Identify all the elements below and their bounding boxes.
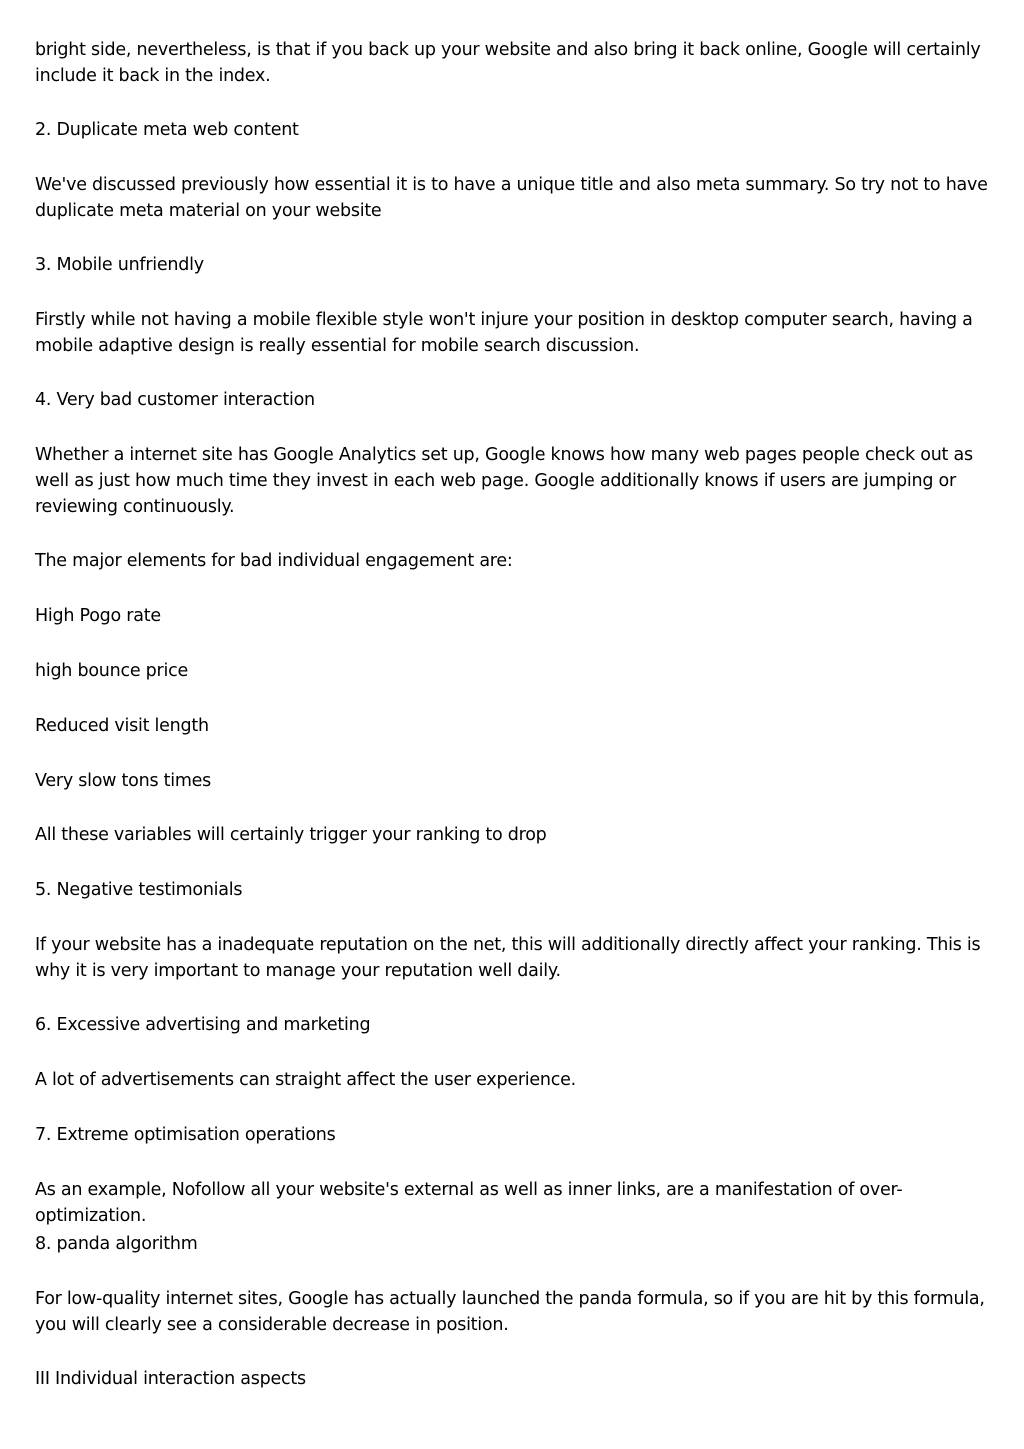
paragraph-engagement-elements: The major elements for bad individual engagement are: bbox=[35, 551, 513, 571]
heading-individual-interaction: III Individual interaction aspects bbox=[35, 1369, 306, 1389]
paragraph-duplicate-meta: We've discussed previously how essential it is to have a unique title and also meta summary. So try not to have duplicate meta material on your website bbox=[35, 175, 988, 221]
list-item-bounce-price: high bounce price bbox=[35, 661, 188, 681]
heading-mobile-unfriendly: 3. Mobile unfriendly bbox=[35, 255, 204, 275]
paragraph-index-restore: bright side, nevertheless, is that if you back up your website and also bring it back online, Google will certainly include it back in the index. bbox=[35, 40, 981, 86]
paragraph-advertisements: A lot of advertisements can straight affect the user experience. bbox=[35, 1070, 576, 1090]
heading-excessive-advertising: 6. Excessive advertising and marketing bbox=[35, 1015, 371, 1035]
paragraph-panda-formula: For low-quality internet sites, Google has actually launched the panda formula, so if you are hit by this formula, you will clearly see a considerable decrease in position. bbox=[35, 1289, 985, 1335]
paragraph-bad-interaction: Whether a internet site has Google Analytics set up, Google knows how many web pages people check out as well as just how much time they invest in each web page. Google additionally knows if users are jumping or reviewing continuously. bbox=[35, 445, 973, 517]
heading-duplicate-meta: 2. Duplicate meta web content bbox=[35, 120, 299, 140]
heading-panda-algorithm: 8. panda algorithm bbox=[35, 1234, 198, 1254]
heading-negative-testimonials: 5. Negative testimonials bbox=[35, 880, 243, 900]
heading-extreme-optimisation: 7. Extreme optimisation operations bbox=[35, 1125, 336, 1145]
list-item-load-times: Very slow tons times bbox=[35, 771, 212, 791]
paragraph-mobile-unfriendly: Firstly while not having a mobile flexible style won't injure your position in desktop computer search, having a mobile adaptive design is really essential for mobile search discussion. bbox=[35, 310, 973, 356]
paragraph-reputation: If your website has a inadequate reputation on the net, this will additionally directly affect your ranking. This is why it is very important to manage your reputation well daily. bbox=[35, 935, 981, 981]
heading-bad-interaction: 4. Very bad customer interaction bbox=[35, 390, 315, 410]
paragraph-ranking-drop: All these variables will certainly trigger your ranking to drop bbox=[35, 825, 547, 845]
list-item-pogo-rate: High Pogo rate bbox=[35, 606, 161, 626]
paragraph-nofollow: As an example, Nofollow all your website's external as well as inner links, are a manifestation of over-optimization. bbox=[35, 1180, 903, 1226]
list-item-visit-length: Reduced visit length bbox=[35, 716, 209, 736]
